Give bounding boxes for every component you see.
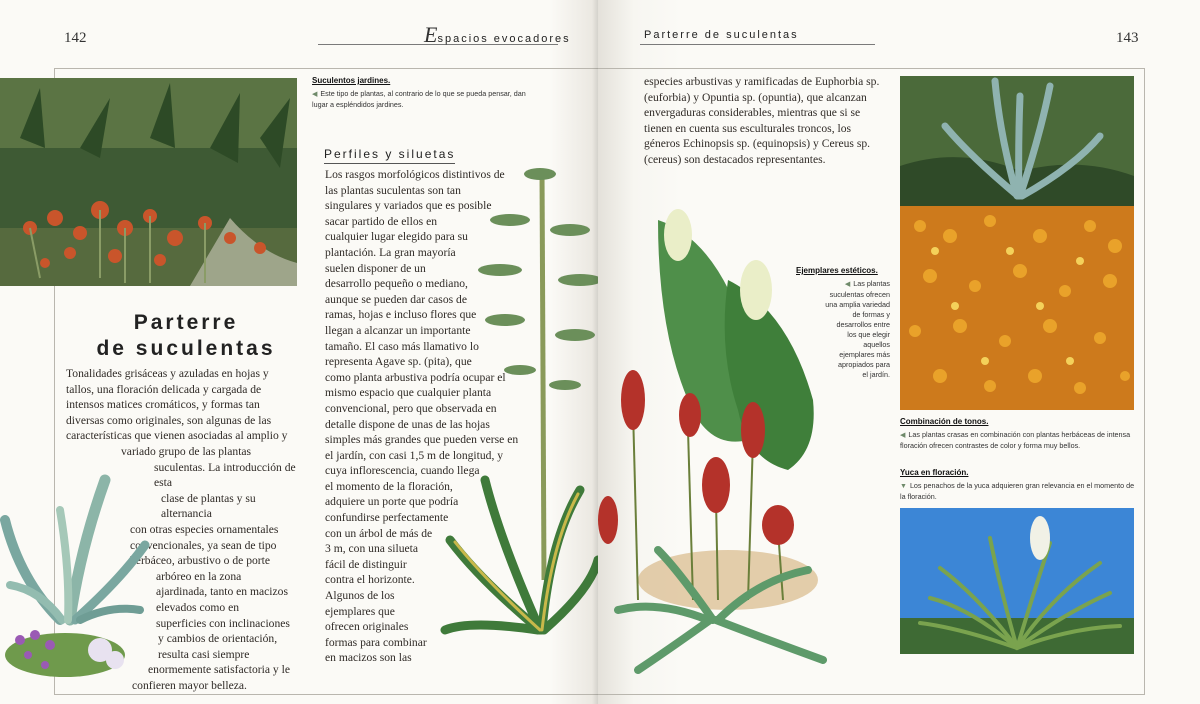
header-rule (640, 44, 875, 45)
right-page (598, 0, 1200, 704)
arrow-icon: ▼ (900, 483, 907, 490)
caption-text: ◀ Las plantas crasas en combinación con plantas herbáceas de intensa floración ofrecen contrastes de color y forma muy bellos. (900, 430, 1131, 450)
caption-title: Yuca en floración. (900, 468, 969, 477)
caption-text: ◀ Este tipo de plantas, al contrario de lo que se pueda pensar, dan lugar a espléndidos jardines. (312, 89, 526, 109)
caption-text: ◀ Las plantas suculentas ofrecen una amplia variedad de formas y desarrollos entre los que elegir aquellos ejemplares más apropiados para el jardín. (825, 279, 890, 379)
agave-illustration (0, 470, 150, 690)
section-heading: Perfiles y siluetas (324, 147, 455, 164)
chapter-title: Parterre de suculentas (96, 311, 276, 360)
left-page (0, 0, 598, 704)
caption-title: Suculentos jardines. (312, 76, 391, 85)
agave-flower-illustration (440, 160, 598, 680)
main-column: Los rasgos morfológicos distintivos de las plantas suculentas son tan singulares y variados que es posible sacar partido de ellos en cualquier lugar elegido para su plantación. La gran mayoría suelen disponer de un desarrollo pequeño o mediano, aunque se pueden dar casos de ramas, hojas e incluso flores que llegan a alcanzar un importante tamaño. El caso más llamativo lo representa Agave sp. (pita), que como planta arbustiva podría ocupar el mismo espacio que cualquier planta convencional, pero que observada en detalle dispone de unas de las hojas simples más grandes que pueden verse en el jardín, con casi 1,5 m de longitud, y cuya inflorescencia, cuando llega el momento de la floración, adquiere un porte que podría confundirse perfectamente con un árbol de más de 3 m, con una silueta fácil de distinguir contra el horizonte. Algunos de los ejemplares que ofrecen originales formas para combinar en macizos son las (325, 168, 519, 665)
running-head (424, 22, 571, 48)
running-head-text: spacios evocadores (437, 33, 571, 45)
intro-paragraph: Tonalidades grisáceas y azuladas en hojas y tallos, una floración delicada y cargada de intensos matices cromáticos, y formas tan diversas como originales, son algunas de las características que vienen asociadas al amplio y variado grupo de las plantas suculentas. La introducción de esta clase de plantas y su alternancia con otras especies ornamentales convencionales, ya sean de tipo herbáceo, arbustivo o de porte arbóreo en la zona ajardinada, tanto en macizos elevados como en superficies con inclinaciones y cambios de orientación, resulta casi siempre enormemente satisfactoria y le confieren mayor belleza. (66, 367, 296, 692)
caption-text: ▼ Los penachos de la yuca adquieren gran relevancia en el momento de la floración. (900, 481, 1135, 501)
running-head-initial: E (424, 22, 438, 47)
flowerbed-photo (900, 76, 1134, 410)
page-number: 143 (1116, 30, 1139, 46)
yucca-photo (900, 508, 1134, 654)
continuation-column: especies arbustivas y ramificadas de Euphorbia sp. (euforbia) y Opuntia sp. (opuntia), que alcanzan envergaduras considerables, mientras que si se tienen en cuenta sus esculturales troncos, los géneros Echinopsis sp. (equinopsis) y Cereus sp. (cereus) son destacados representantes. (644, 75, 880, 166)
arrow-icon: ◀ (900, 432, 906, 439)
garden-photo (0, 78, 297, 286)
arrow-icon: ◀ (844, 281, 851, 288)
arrow-icon: ◀ (312, 91, 318, 98)
caption-title: Combinación de tonos. (900, 417, 989, 426)
caption-title: Ejemplares estéticos. (796, 266, 878, 275)
page-number: 142 (64, 30, 87, 46)
running-head: Parterre de suculentas (644, 29, 799, 41)
